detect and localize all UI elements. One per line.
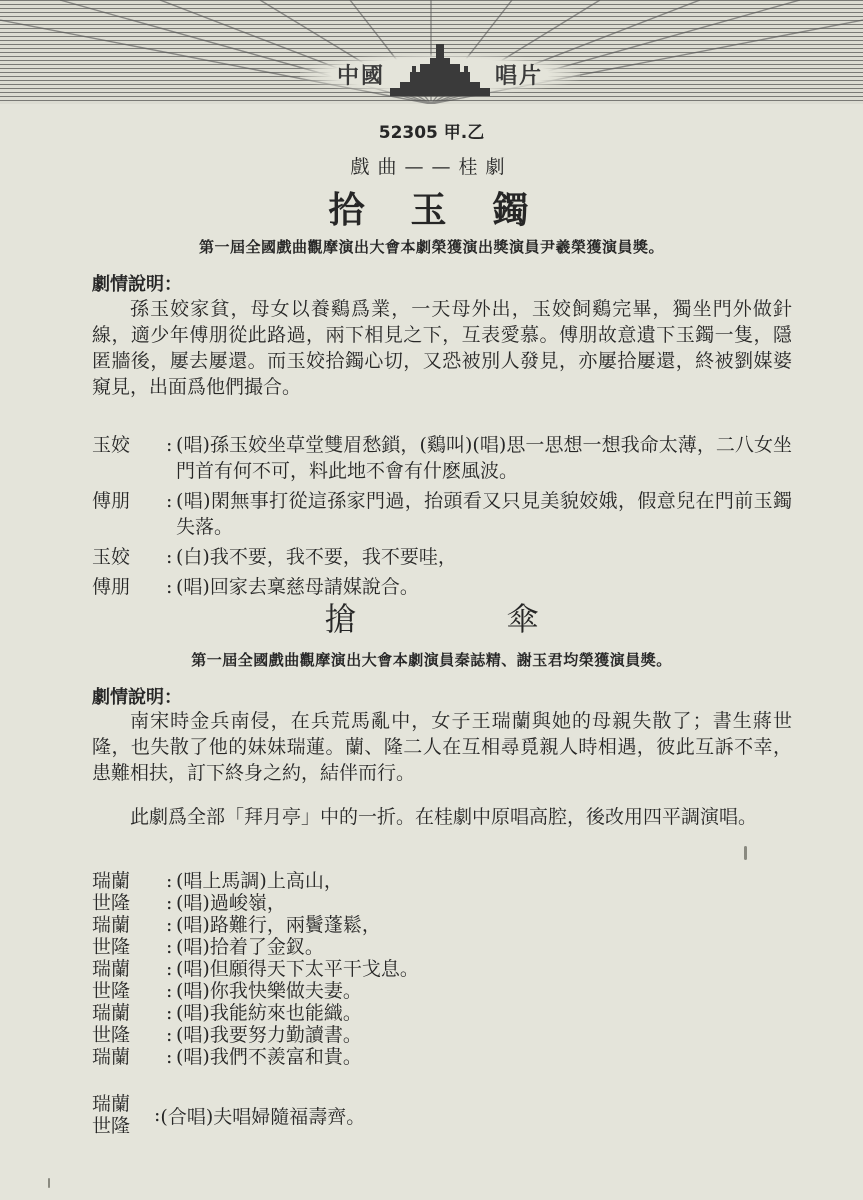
play2-synopsis-heading: 劇情說明： xyxy=(92,687,182,708)
play2-title: 搶傘 xyxy=(324,600,689,638)
speaker-colon: : xyxy=(166,434,173,456)
speaker-colon: : xyxy=(166,576,173,598)
play1-synopsis: 孫玉姣家貧，母女以養鷄爲業，一天母外出，玉姣飼鷄完畢，獨坐門外做針線，適少年傅朋從此路過，兩下相見之下，互表愛慕。傅朋故意遺下玉鐲一隻，隱匿牆後，屢去屢還。而玉姣拾鐲心切，又恐被別人發見，亦屢拾屢還，終被劉媒婆窺見，出面爲他們撮合。 xyxy=(92,298,792,398)
play1-award: 第一屆全國戲曲觀摩演出大會本劇榮獲演出獎演員尹羲榮獲演員獎。 xyxy=(198,238,664,256)
speaker-colon: : xyxy=(166,1002,173,1024)
dialogue-text: (唱)路難行，兩鬢蓬鬆， xyxy=(176,914,381,936)
dialogue-line xyxy=(92,914,792,936)
dialogue-text: (唱)過峻嶺， xyxy=(176,892,286,914)
speaker-colon: : xyxy=(166,936,173,958)
speaker-colon: : xyxy=(166,892,173,914)
dialogue-line xyxy=(92,544,792,570)
play2-award: 第一屆全國戲曲觀摩演出大會本劇演員秦誌精、謝玉君均榮獲演員獎。 xyxy=(191,651,672,669)
play2-note: 此劇爲全部「拜月亭」中的一折。在桂劇中原唱高腔，後改用四平調演唱。 xyxy=(130,806,758,828)
chorus-speakers xyxy=(92,1093,154,1137)
speaker-colon: : xyxy=(166,1046,173,1068)
speaker-name: 世隆 xyxy=(92,936,131,958)
speaker-name: 瑞蘭 xyxy=(92,870,131,892)
play1-dialogue xyxy=(92,432,792,604)
paper-speck xyxy=(48,1178,50,1188)
dialogue-line xyxy=(92,892,792,914)
chorus-speaker-2: 世隆 xyxy=(92,1115,131,1137)
dialogue-text: (唱)拾着了金釵。 xyxy=(176,936,324,958)
logo-left-text: 中國 xyxy=(336,63,385,89)
catalog-number: 52305 甲.乙 xyxy=(378,123,485,143)
speaker-name: 世隆 xyxy=(92,980,131,1002)
logo-right-text: 唱片 xyxy=(495,63,544,89)
speaker-name: 瑞蘭 xyxy=(92,1046,131,1068)
dialogue-line xyxy=(92,1024,792,1046)
dialogue-text: (唱)閑無事打從這孫家門過，抬頭看又只見美貌姣娥，假意兒在門前玉鐲失落。 xyxy=(176,490,792,538)
chorus-text: (合唱)夫唱婦隨福壽齊。 xyxy=(160,1105,366,1128)
speaker-name: 瑞蘭 xyxy=(92,1002,131,1024)
speaker-name: 玉姣 xyxy=(92,546,131,568)
dialogue-text: (唱)你我快樂做夫妻。 xyxy=(176,980,362,1002)
speaker-colon: : xyxy=(166,958,173,980)
dialogue-text: (唱)但願得天下太平干戈息。 xyxy=(176,958,419,980)
speaker-colon: : xyxy=(166,490,173,512)
speaker-colon: : xyxy=(166,870,173,892)
dialogue-line xyxy=(92,936,792,958)
dialogue-line xyxy=(92,958,792,980)
dialogue-text: (唱上馬調)上高山， xyxy=(176,870,343,892)
dialogue-line xyxy=(92,432,792,484)
dialogue-text: (唱)我要努力勤讀書。 xyxy=(176,1024,362,1046)
dialogue-text: (唱)我們不羨富和貴。 xyxy=(176,1046,362,1068)
dialogue-line xyxy=(92,1002,792,1024)
dialogue-line xyxy=(92,870,792,892)
play2-dialogue xyxy=(92,870,792,1068)
speaker-colon: : xyxy=(166,546,173,568)
dialogue-text: (唱)孫玉姣坐草堂雙眉愁鎖，(鷄叫)(唱)思一思想一想我命太薄，二八女坐門首有何不可，料此地不會有什麽風波。 xyxy=(176,434,792,482)
play2-chorus-line xyxy=(92,1093,365,1137)
dialogue-line xyxy=(92,1046,792,1068)
chorus-speaker-1: 瑞蘭 xyxy=(92,1093,131,1115)
play1-title: 拾玉鐲 xyxy=(328,189,575,231)
dialogue-text: (唱)我能紡來也能織。 xyxy=(176,1002,362,1024)
speaker-colon: : xyxy=(166,1024,173,1046)
play2-synopsis: 南宋時金兵南侵，在兵荒馬亂中，女子王瑞蘭與她的母親失散了；書生蔣世隆，也失散了他的妹妹瑞蓮。蘭、隆二人在互相尋覓親人時相遇，彼此互訴不幸，患難相扶，訂下終身之約，結伴而行。 xyxy=(92,710,792,784)
play1-synopsis-heading: 劇情說明： xyxy=(92,274,182,295)
dialogue-line xyxy=(92,488,792,540)
speaker-name: 瑞蘭 xyxy=(92,914,131,936)
dialogue-line xyxy=(92,980,792,1002)
dialogue-text: (唱)回家去稟慈母請媒說合。 xyxy=(176,576,419,598)
dialogue-text: (白)我不要，我不要，我不要哇， xyxy=(176,546,457,568)
speaker-name: 傅朋 xyxy=(92,576,131,598)
speaker-colon: : xyxy=(166,980,173,1002)
speaker-colon: : xyxy=(166,914,173,936)
speaker-name: 瑞蘭 xyxy=(92,958,131,980)
speaker-colon: : xyxy=(154,1104,161,1126)
building-emblem-icon xyxy=(390,40,490,100)
paper-speck xyxy=(744,846,747,860)
speaker-name: 玉姣 xyxy=(92,434,131,456)
speaker-name: 傅朋 xyxy=(92,490,131,512)
speaker-name: 世隆 xyxy=(92,1024,131,1046)
genre-label: 戲曲——桂劇 xyxy=(350,156,513,178)
speaker-name: 世隆 xyxy=(92,892,131,914)
